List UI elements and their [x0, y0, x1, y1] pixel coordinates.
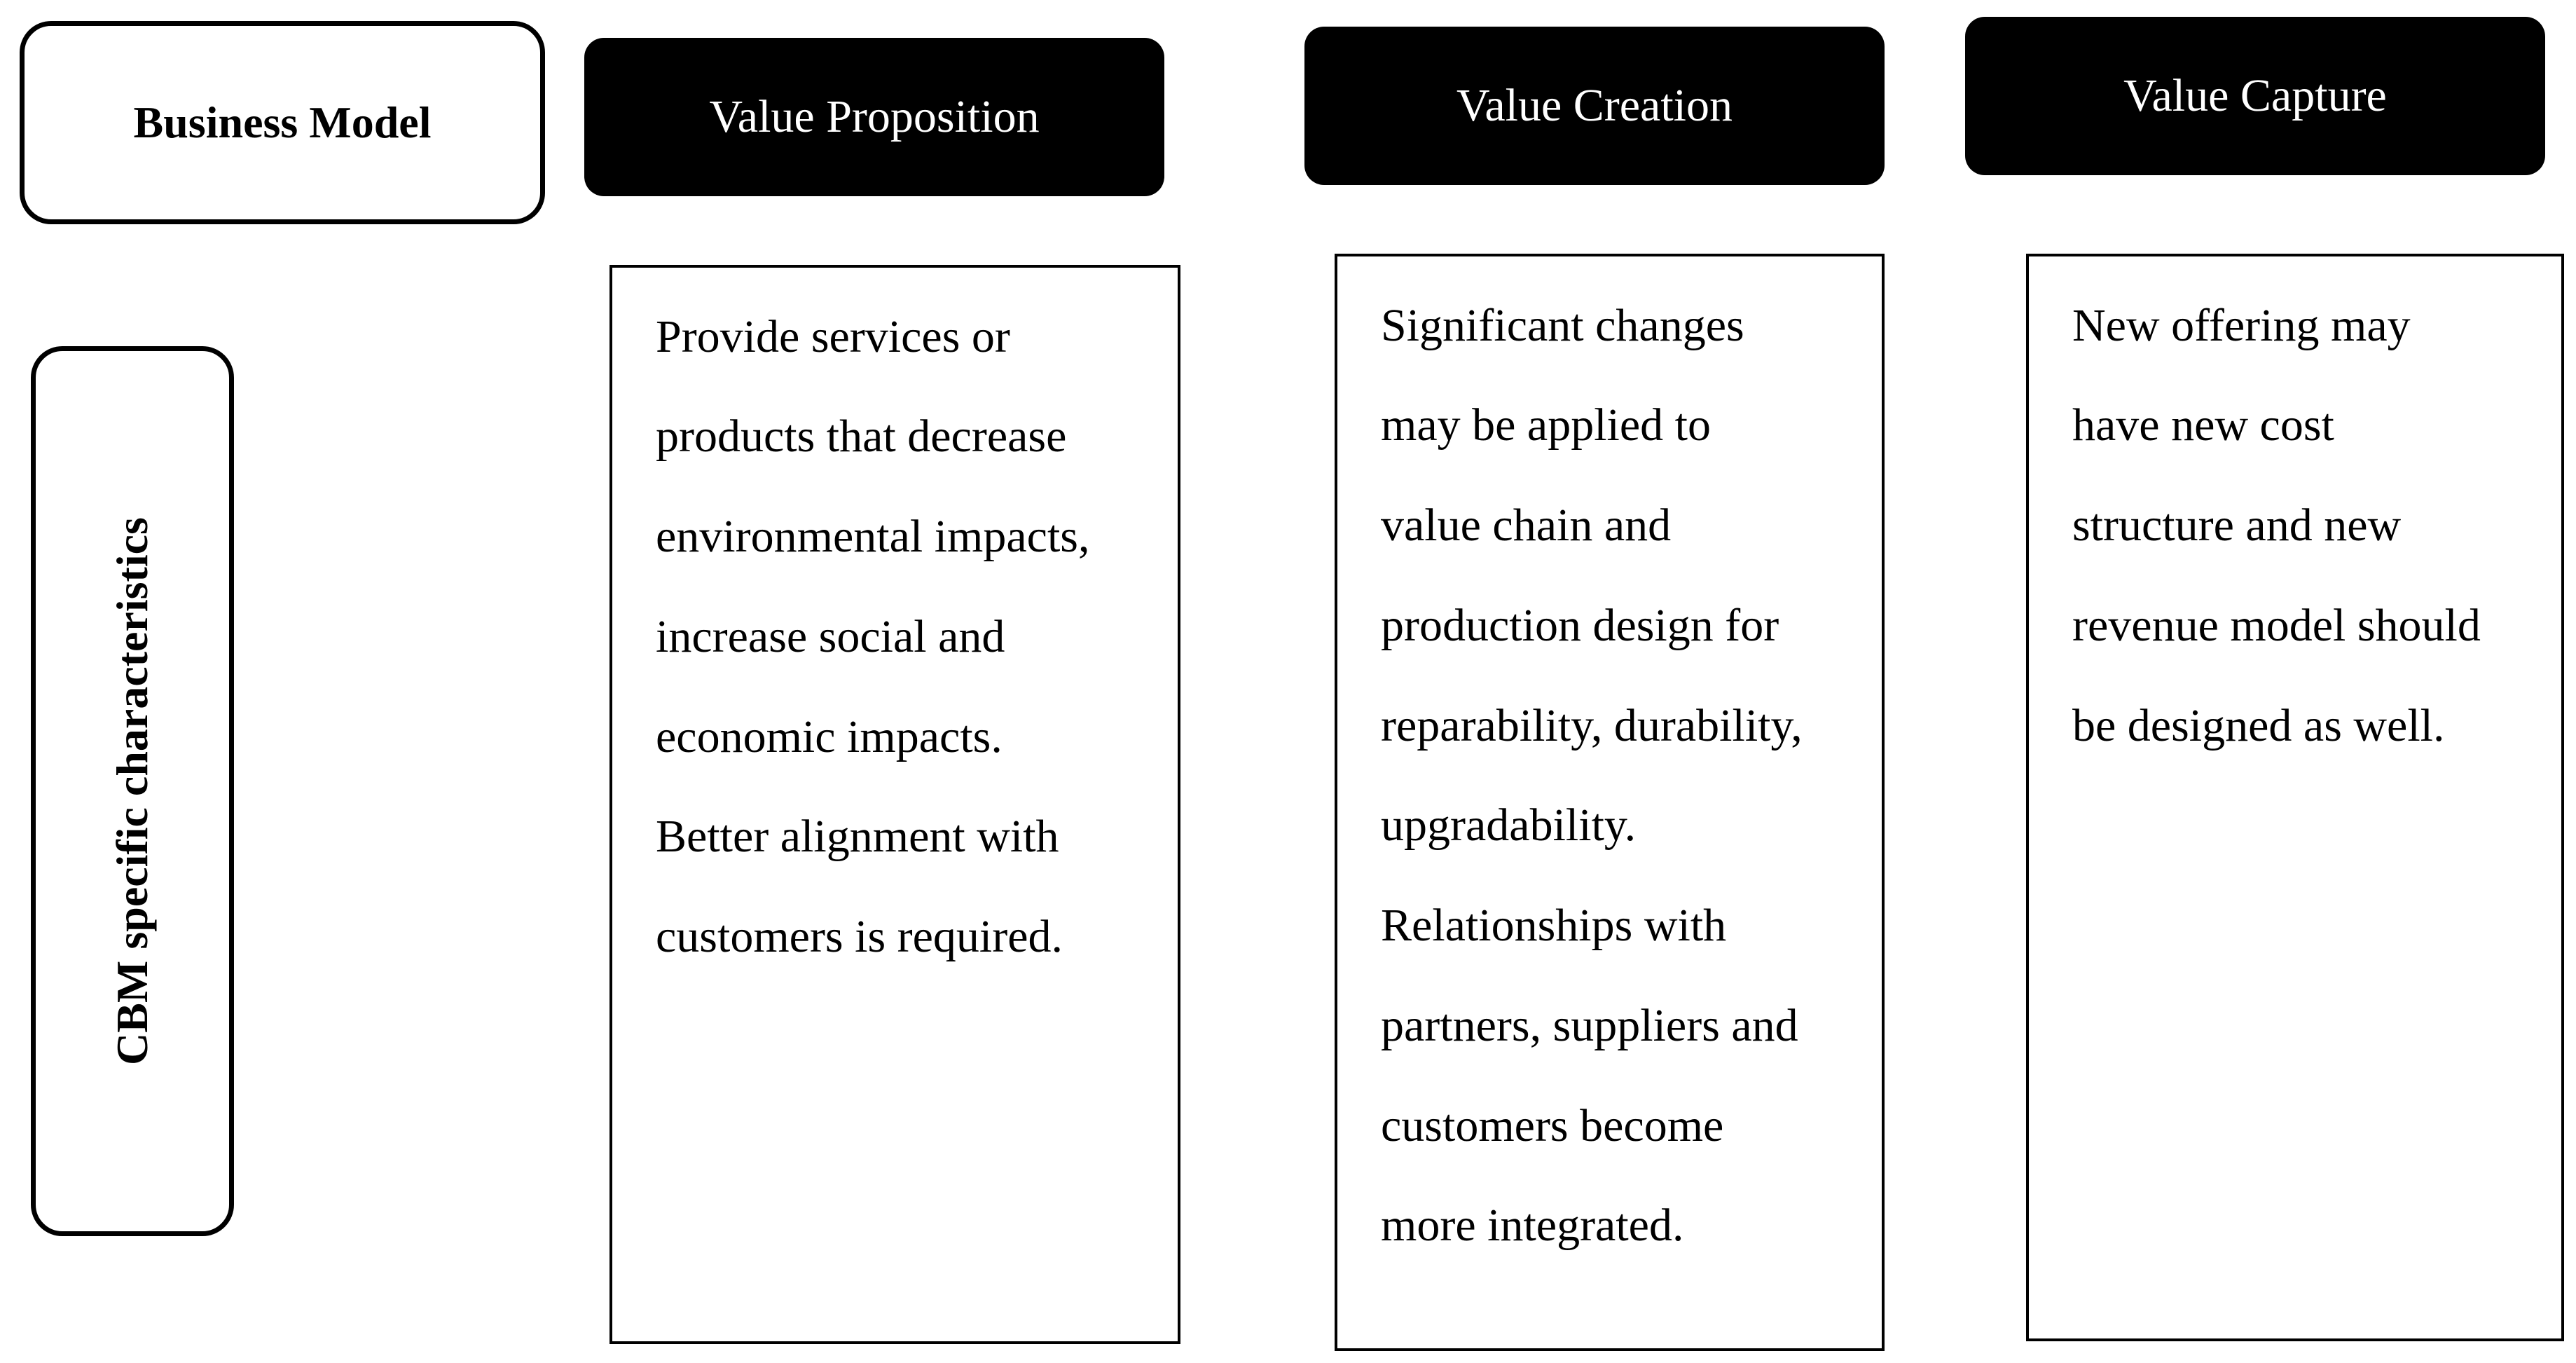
value-capture-header-label: Value Capture [2123, 70, 2387, 121]
value-creation-header-label: Value Creation [1456, 80, 1733, 131]
value-creation-line: customers become [1381, 1100, 1724, 1151]
value-proposition-line: Provide services or [656, 311, 1010, 362]
cbm-characteristics-box [31, 346, 234, 1236]
value-creation-line: partners, suppliers and [1381, 1000, 1798, 1051]
value-capture-line: structure and new [2072, 500, 2402, 551]
value-creation-line: reparability, durability, [1381, 700, 1803, 751]
value-proposition-line: products that decrease [656, 411, 1067, 462]
value-capture-description-box [2026, 254, 2564, 1341]
value-proposition-line: economic impacts. [656, 711, 1003, 762]
business-model-box [20, 21, 545, 224]
value-capture-line: have new cost [2072, 399, 2334, 451]
value-creation-line: more integrated. [1381, 1200, 1684, 1251]
value-creation-line: upgradability. [1381, 800, 1637, 851]
value-capture-header [1965, 17, 2545, 175]
value-creation-description-box [1335, 254, 1885, 1351]
value-creation-line: may be applied to [1381, 399, 1711, 451]
value-creation-line: Relationships with [1381, 900, 1727, 951]
value-capture-line: be designed as well. [2072, 700, 2445, 751]
value-creation-header [1304, 27, 1885, 185]
value-creation-line: value chain and [1381, 500, 1672, 551]
value-proposition-header [584, 38, 1164, 196]
value-proposition-description-box [609, 265, 1180, 1344]
value-capture-line: revenue model should [2072, 600, 2481, 651]
value-creation-line: Significant changes [1381, 300, 1744, 351]
business-model-label: Business Model [133, 97, 432, 147]
cbm-characteristics-label: CBM specific characteristics [107, 517, 157, 1065]
value-proposition-line: customers is required. [656, 911, 1063, 962]
value-proposition-line: Better alignment with [656, 811, 1059, 862]
value-proposition-line: environmental impacts, [656, 511, 1090, 562]
value-creation-line: production design for [1381, 600, 1779, 651]
value-capture-line: New offering may [2072, 300, 2411, 351]
value-proposition-line: increase social and [656, 611, 1005, 662]
value-proposition-header-label: Value Proposition [709, 91, 1040, 142]
